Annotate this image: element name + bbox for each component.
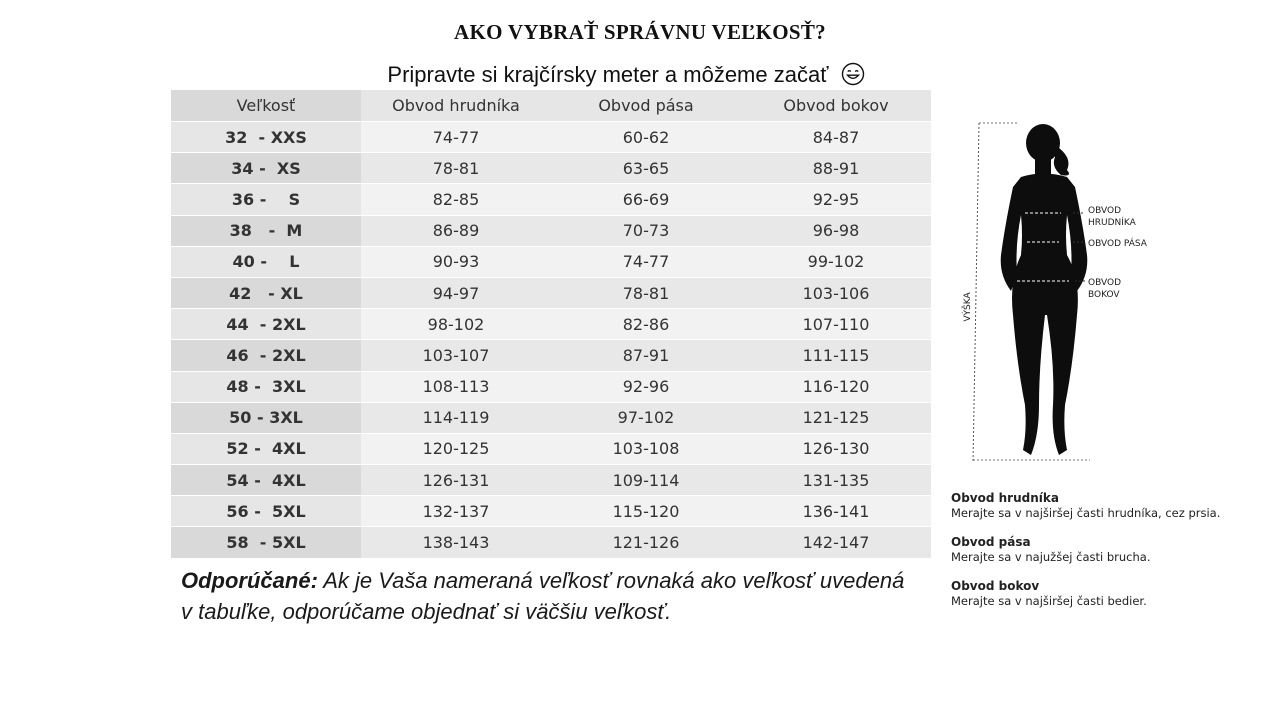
waist-label: OBVOD PÁSA xyxy=(1088,239,1147,249)
legend-chest-heading: Obvod hrudníka xyxy=(951,491,1059,505)
hips-label-line1: OBVOD xyxy=(1088,278,1121,288)
table-row xyxy=(171,246,931,277)
measurement-legend xyxy=(951,490,1261,622)
table-row xyxy=(171,309,931,340)
chest-cell: 78-81 xyxy=(361,153,551,184)
size-cell: 34 - XS xyxy=(171,153,361,184)
silhouette-shape xyxy=(1001,124,1088,455)
waist-cell: 66-69 xyxy=(551,184,741,215)
size-cell: 32 - XXS xyxy=(171,122,361,153)
table-row xyxy=(171,433,931,464)
hips-cell: 111-115 xyxy=(741,340,931,371)
hips-cell: 121-125 xyxy=(741,402,931,433)
chest-label-line1: OBVOD xyxy=(1088,206,1121,216)
woman-silhouette-icon xyxy=(955,115,1185,470)
hips-cell: 126-130 xyxy=(741,433,931,464)
waist-cell: 121-126 xyxy=(551,527,741,558)
subtitle-text: Pripravte si krajčírsky meter a môžeme začať xyxy=(387,62,829,87)
chest-cell: 86-89 xyxy=(361,215,551,246)
waist-cell: 109-114 xyxy=(551,465,741,496)
legend-hips-desc: Merajte sa v najširšej časti bedier. xyxy=(951,594,1147,608)
legend-chest-desc: Merajte sa v najširšej časti hrudníka, cez prsia. xyxy=(951,506,1221,520)
waist-cell: 92-96 xyxy=(551,371,741,402)
hips-cell: 103-106 xyxy=(741,277,931,308)
chest-cell: 138-143 xyxy=(361,527,551,558)
waist-cell: 74-77 xyxy=(551,246,741,277)
chest-cell: 103-107 xyxy=(361,340,551,371)
hips-cell: 136-141 xyxy=(741,496,931,527)
waist-cell: 103-108 xyxy=(551,433,741,464)
note-text: Ak je Vaša nameraná veľkosť rovnaká ako veľkosť uvedená v tabuľke, odporúčame objednať si väčšiu veľkosť. xyxy=(181,568,905,624)
hips-cell: 88-91 xyxy=(741,153,931,184)
legend-waist-desc: Merajte sa v najužšej časti brucha. xyxy=(951,550,1151,564)
size-cell: 38 - M xyxy=(171,215,361,246)
page-subtitle xyxy=(0,62,1252,88)
size-cell: 58 - 5XL xyxy=(171,527,361,558)
waist-cell: 87-91 xyxy=(551,340,741,371)
page-title: AKO VYBRAŤ SPRÁVNU VEĽKOSŤ? xyxy=(454,20,826,44)
chest-cell: 94-97 xyxy=(361,277,551,308)
hips-cell: 116-120 xyxy=(741,371,931,402)
hips-cell: 96-98 xyxy=(741,215,931,246)
table-row xyxy=(171,465,931,496)
legend-hips-heading: Obvod bokov xyxy=(951,579,1040,593)
recommendation-note xyxy=(181,565,921,627)
header-waist: Obvod pása xyxy=(551,90,741,122)
size-cell: 44 - 2XL xyxy=(171,309,361,340)
legend-waist-heading: Obvod pása xyxy=(951,535,1031,549)
waist-cell: 82-86 xyxy=(551,309,741,340)
chest-cell: 90-93 xyxy=(361,246,551,277)
hips-label-line2: BOKOV xyxy=(1088,290,1120,300)
table-row xyxy=(171,122,931,153)
size-cell: 50 - 3XL xyxy=(171,402,361,433)
header-chest: Obvod hrudníka xyxy=(361,90,551,122)
size-cell: 52 - 4XL xyxy=(171,433,361,464)
table-header-row xyxy=(171,90,931,122)
hips-cell: 84-87 xyxy=(741,122,931,153)
hips-cell: 142-147 xyxy=(741,527,931,558)
waist-cell: 63-65 xyxy=(551,153,741,184)
header-hips: Obvod bokov xyxy=(741,90,931,122)
chest-cell: 82-85 xyxy=(361,184,551,215)
waist-cell: 60-62 xyxy=(551,122,741,153)
table-row xyxy=(171,402,931,433)
table-row xyxy=(171,527,931,558)
size-cell: 42 - XL xyxy=(171,277,361,308)
chest-cell: 120-125 xyxy=(361,433,551,464)
size-cell: 40 - L xyxy=(171,246,361,277)
hips-cell: 107-110 xyxy=(741,309,931,340)
table-row xyxy=(171,277,931,308)
chest-cell: 108-113 xyxy=(361,371,551,402)
smiling-face-icon xyxy=(841,62,865,86)
chest-cell: 132-137 xyxy=(361,496,551,527)
size-table xyxy=(171,90,931,559)
table-row xyxy=(171,215,931,246)
legend-hips xyxy=(951,578,1261,609)
hips-cell: 99-102 xyxy=(741,246,931,277)
waist-cell: 97-102 xyxy=(551,402,741,433)
table-row xyxy=(171,184,931,215)
table-row xyxy=(171,371,931,402)
hips-cell: 131-135 xyxy=(741,465,931,496)
hips-cell: 92-95 xyxy=(741,184,931,215)
size-cell: 36 - S xyxy=(171,184,361,215)
chest-cell: 126-131 xyxy=(361,465,551,496)
table-row xyxy=(171,496,931,527)
legend-chest xyxy=(951,490,1261,521)
chest-cell: 74-77 xyxy=(361,122,551,153)
chest-cell: 98-102 xyxy=(361,309,551,340)
waist-cell: 70-73 xyxy=(551,215,741,246)
waist-cell: 78-81 xyxy=(551,277,741,308)
waist-cell: 115-120 xyxy=(551,496,741,527)
header-size: Veľkosť xyxy=(171,90,361,122)
table-row xyxy=(171,153,931,184)
size-cell: 48 - 3XL xyxy=(171,371,361,402)
size-cell: 46 - 2XL xyxy=(171,340,361,371)
chest-label-line2: HRUDNÍKA xyxy=(1088,218,1136,228)
note-label: Odporúčané: xyxy=(181,568,318,593)
table-row xyxy=(171,340,931,371)
size-cell: 54 - 4XL xyxy=(171,465,361,496)
legend-waist xyxy=(951,534,1261,565)
size-cell: 56 - 5XL xyxy=(171,496,361,527)
height-label: VÝŠKA xyxy=(963,292,973,322)
chest-cell: 114-119 xyxy=(361,402,551,433)
